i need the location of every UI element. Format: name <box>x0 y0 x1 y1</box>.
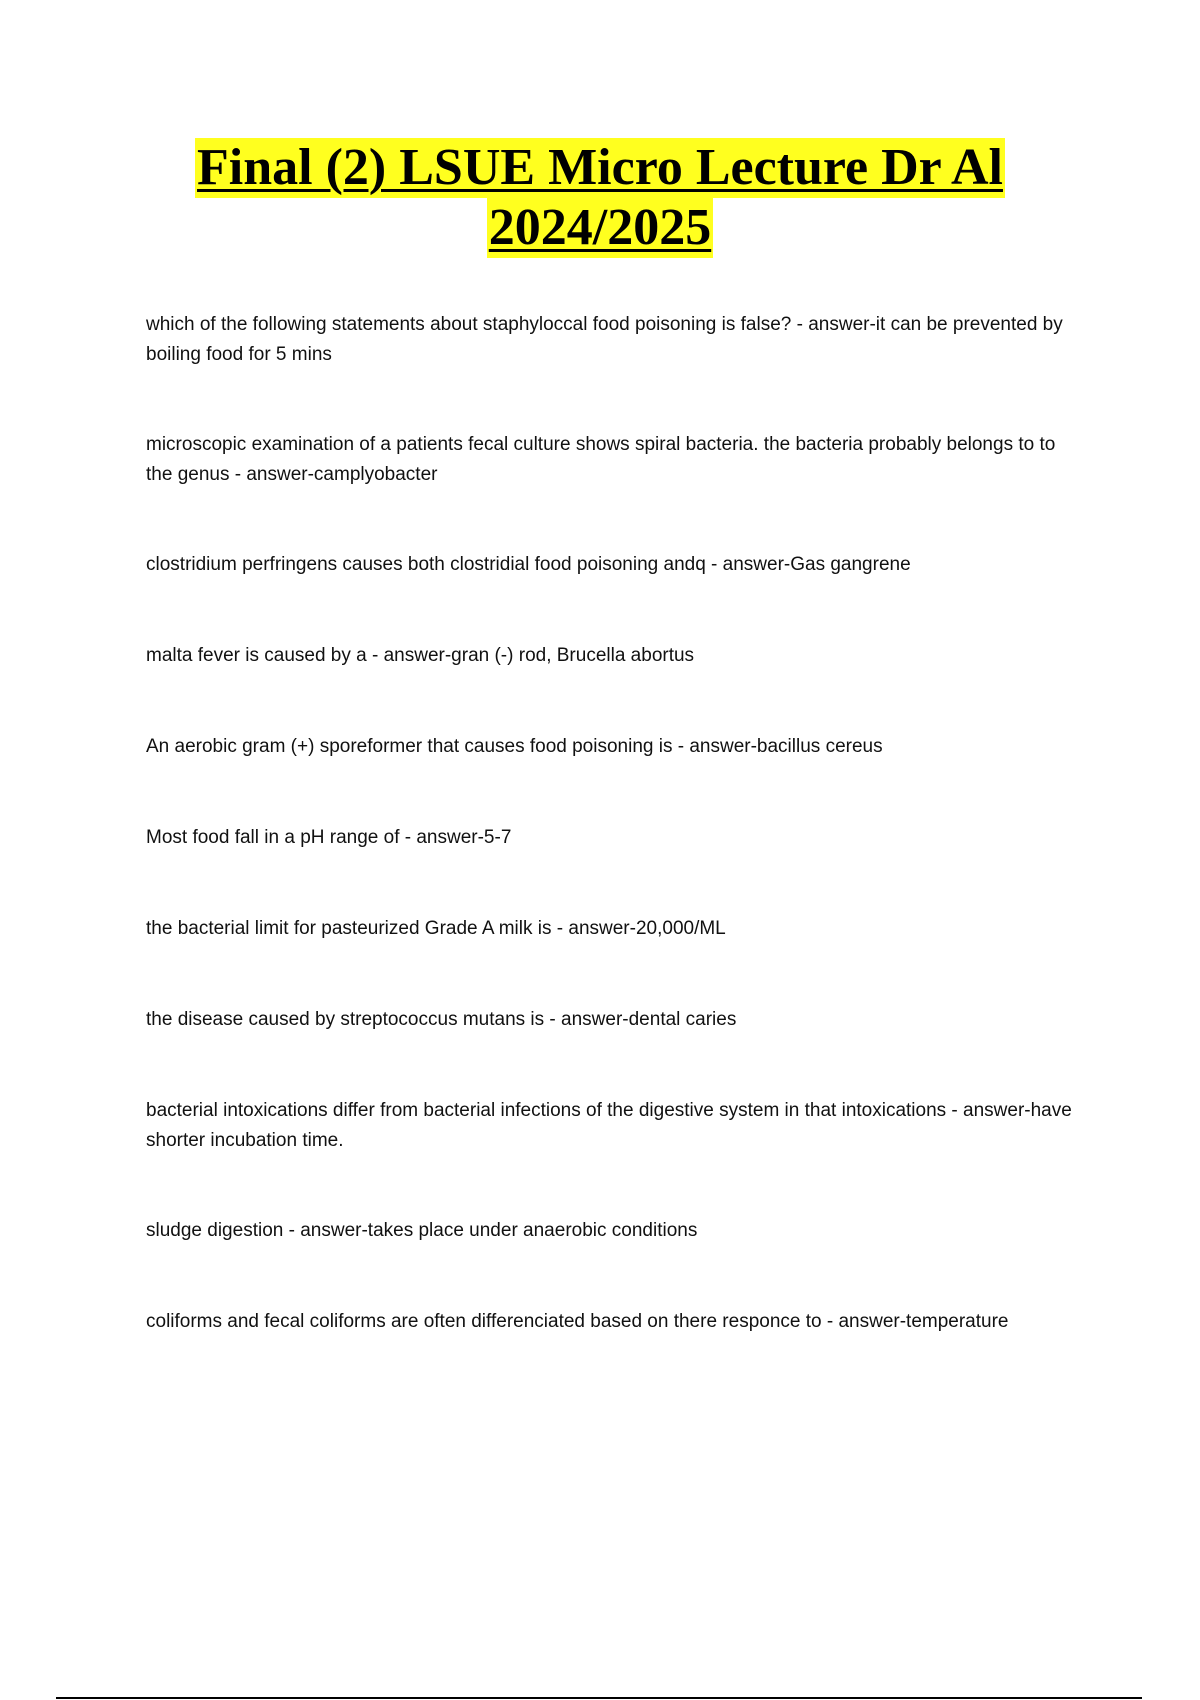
qa-item-2: microscopic examination of a patients fecal culture shows spiral bacteria. the bacteria probably belongs to to the genus - answer-camplyobacter <box>146 434 1056 485</box>
question-answer-list <box>146 310 1086 1398</box>
qa-item-7: the bacterial limit for pasteurized Grade A milk is - answer-20,000/ML <box>146 918 726 939</box>
qa-item-6: Most food fall in a pH range of - answer-5-7 <box>146 827 512 848</box>
title-line-1: Final (2) LSUE Micro Lecture Dr Al <box>197 139 1003 196</box>
qa-item-10: sludge digestion - answer-takes place under anaerobic conditions <box>146 1220 698 1241</box>
qa-item-5: An aerobic gram (+) sporeformer that causes food poisoning is - answer-bacillus cereus <box>146 736 883 757</box>
qa-item-8: the disease caused by streptococcus mutans is - answer-dental caries <box>146 1009 737 1030</box>
qa-item-4: malta fever is caused by a - answer-gran (-) rod, Brucella abortus <box>146 645 695 666</box>
qa-item-9: bacterial intoxications differ from bacterial infections of the digestive system in that intoxications - answer-have shorter incubation time. <box>146 1100 1072 1151</box>
page-bottom-rule <box>56 1697 1142 1699</box>
qa-item-1: which of the following statements about staphyloccal food poisoning is false? - answer-it can be prevented by boiling food for 5 mins <box>146 314 1063 365</box>
document-title <box>0 138 1200 258</box>
qa-item-3: clostridium perfringens causes both clostridial food poisoning andq - answer-Gas gangrene <box>146 554 911 575</box>
qa-item-11: coliforms and fecal coliforms are often differenciated based on there responce to - answer-temperature <box>146 1311 1009 1332</box>
title-line-2: 2024/2025 <box>488 199 712 256</box>
